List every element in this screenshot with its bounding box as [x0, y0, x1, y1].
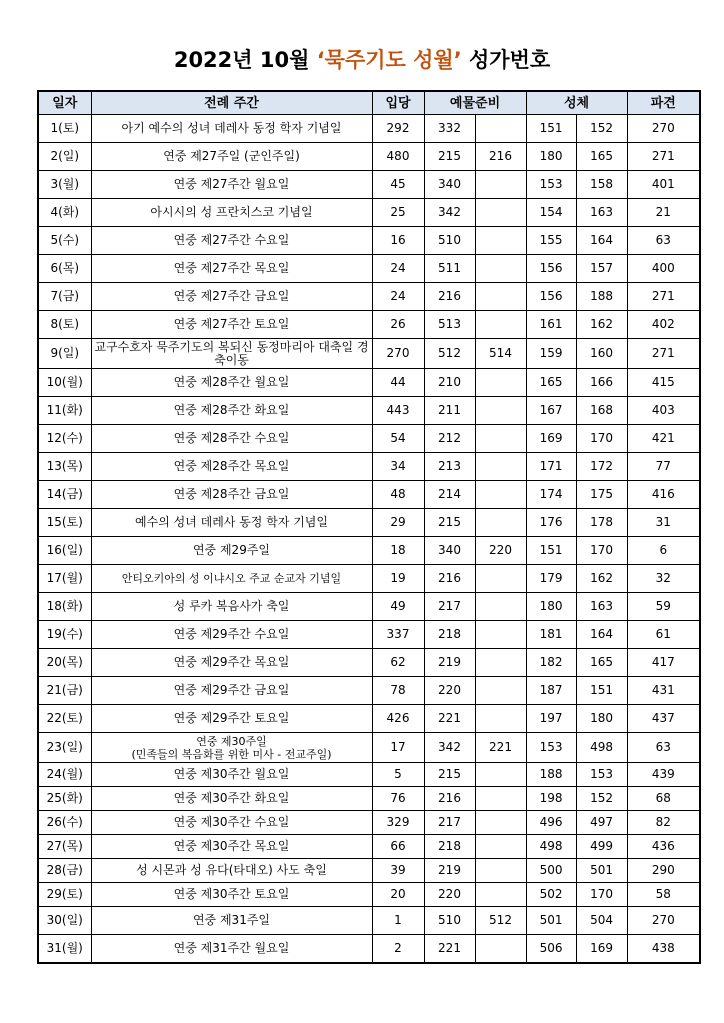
cell-offertory-2	[475, 255, 526, 283]
table-row	[38, 859, 700, 883]
cell-dismissal: 6	[627, 537, 700, 565]
cell-entrance: 5	[372, 763, 424, 787]
cell-entrance: 20	[372, 883, 424, 907]
table-row	[38, 311, 700, 339]
cell-offertory-1: 216	[424, 283, 475, 311]
cell-liturgy: 연중 제29주간 목요일	[91, 649, 372, 677]
cell-liturgy: 예수의 성녀 데레사 동정 학자 기념일	[91, 509, 372, 537]
cell-entrance: 19	[372, 565, 424, 593]
cell-dismissal: 400	[627, 255, 700, 283]
cell-dismissal: 290	[627, 859, 700, 883]
cell-communion-2: 497	[576, 811, 627, 835]
cell-date: 5(수)	[38, 227, 91, 255]
cell-entrance: 17	[372, 733, 424, 763]
table-row	[38, 835, 700, 859]
cell-liturgy: 연중 제27주일 (군인주일)	[91, 143, 372, 171]
cell-entrance: 24	[372, 283, 424, 311]
hymn-number-table	[37, 90, 701, 964]
table-row	[38, 883, 700, 907]
cell-offertory-2	[475, 565, 526, 593]
cell-communion-1: 153	[526, 733, 576, 763]
cell-communion-2: 163	[576, 593, 627, 621]
table-row	[38, 907, 700, 935]
cell-communion-2: 180	[576, 705, 627, 733]
cell-communion-1: 154	[526, 199, 576, 227]
cell-liturgy: 연중 제30주간 화요일	[91, 787, 372, 811]
cell-liturgy: 연중 제29주간 토요일	[91, 705, 372, 733]
cell-liturgy: 안티오키아의 성 이냐시오 주교 순교자 기념일	[91, 565, 372, 593]
header-dismissal: 파견	[627, 91, 700, 115]
cell-dismissal: 21	[627, 199, 700, 227]
cell-communion-1: 197	[526, 705, 576, 733]
cell-communion-1: 165	[526, 369, 576, 397]
cell-offertory-1: 216	[424, 565, 475, 593]
cell-entrance: 270	[372, 339, 424, 369]
title-prefix: 2022년 10월	[173, 48, 317, 72]
table-row	[38, 369, 700, 397]
table-row	[38, 621, 700, 649]
cell-offertory-2	[475, 883, 526, 907]
cell-communion-2: 172	[576, 453, 627, 481]
table-row	[38, 453, 700, 481]
cell-dismissal: 416	[627, 481, 700, 509]
cell-liturgy: 연중 제27주간 월요일	[91, 171, 372, 199]
cell-offertory-2	[475, 283, 526, 311]
cell-entrance: 426	[372, 705, 424, 733]
cell-communion-1: 161	[526, 311, 576, 339]
cell-communion-2: 175	[576, 481, 627, 509]
cell-entrance: 25	[372, 199, 424, 227]
cell-offertory-1: 510	[424, 907, 475, 935]
table-row	[38, 397, 700, 425]
cell-entrance: 62	[372, 649, 424, 677]
table-row	[38, 255, 700, 283]
cell-offertory-2	[475, 677, 526, 705]
cell-entrance: 34	[372, 453, 424, 481]
cell-date: 14(금)	[38, 481, 91, 509]
cell-entrance: 337	[372, 621, 424, 649]
cell-dismissal: 271	[627, 283, 700, 311]
cell-offertory-2	[475, 935, 526, 963]
cell-dismissal: 271	[627, 339, 700, 369]
cell-date: 10(월)	[38, 369, 91, 397]
table-header-row	[38, 91, 700, 115]
cell-liturgy: 연중 제28주간 목요일	[91, 453, 372, 481]
header-entrance: 입당	[372, 91, 424, 115]
cell-offertory-2	[475, 369, 526, 397]
cell-dismissal: 32	[627, 565, 700, 593]
cell-dismissal: 401	[627, 171, 700, 199]
cell-communion-1: 187	[526, 677, 576, 705]
cell-offertory-2	[475, 787, 526, 811]
cell-offertory-2	[475, 621, 526, 649]
cell-communion-2: 164	[576, 621, 627, 649]
cell-date: 1(토)	[38, 115, 91, 143]
cell-offertory-2	[475, 227, 526, 255]
cell-offertory-2	[475, 811, 526, 835]
cell-communion-2: 168	[576, 397, 627, 425]
cell-communion-1: 181	[526, 621, 576, 649]
cell-offertory-2: 221	[475, 733, 526, 763]
cell-date: 7(금)	[38, 283, 91, 311]
cell-liturgy: 연중 제30주일 (민족들의 복음화를 위한 미사 - 전교주일)	[91, 733, 372, 763]
cell-communion-2: 498	[576, 733, 627, 763]
cell-date: 26(수)	[38, 811, 91, 835]
cell-offertory-1: 215	[424, 509, 475, 537]
cell-dismissal: 436	[627, 835, 700, 859]
cell-entrance: 2	[372, 935, 424, 963]
cell-offertory-2	[475, 859, 526, 883]
title-suffix: 성가번호	[461, 48, 551, 72]
table-row	[38, 481, 700, 509]
cell-offertory-1: 342	[424, 199, 475, 227]
cell-offertory-2	[475, 453, 526, 481]
cell-communion-1: 501	[526, 907, 576, 935]
cell-communion-1: 502	[526, 883, 576, 907]
cell-communion-1: 159	[526, 339, 576, 369]
title-highlight: ‘묵주기도 성월’	[316, 48, 462, 72]
cell-liturgy: 연중 제30주간 목요일	[91, 835, 372, 859]
cell-dismissal: 403	[627, 397, 700, 425]
cell-date: 6(목)	[38, 255, 91, 283]
cell-offertory-2: 512	[475, 907, 526, 935]
cell-entrance: 443	[372, 397, 424, 425]
cell-communion-1: 151	[526, 115, 576, 143]
cell-dismissal: 271	[627, 143, 700, 171]
cell-dismissal: 270	[627, 115, 700, 143]
cell-date: 17(월)	[38, 565, 91, 593]
cell-communion-1: 153	[526, 171, 576, 199]
cell-dismissal: 438	[627, 935, 700, 963]
cell-date: 24(월)	[38, 763, 91, 787]
cell-offertory-1: 219	[424, 649, 475, 677]
cell-offertory-1: 212	[424, 425, 475, 453]
cell-offertory-1: 342	[424, 733, 475, 763]
table-row	[38, 171, 700, 199]
cell-dismissal: 68	[627, 787, 700, 811]
page-title	[0, 44, 724, 74]
cell-communion-1: 188	[526, 763, 576, 787]
cell-liturgy: 아기 예수의 성녀 데레사 동정 학자 기념일	[91, 115, 372, 143]
cell-offertory-1: 213	[424, 453, 475, 481]
cell-communion-1: 167	[526, 397, 576, 425]
cell-communion-1: 169	[526, 425, 576, 453]
cell-offertory-1: 215	[424, 143, 475, 171]
cell-offertory-1: 510	[424, 227, 475, 255]
cell-communion-1: 155	[526, 227, 576, 255]
cell-entrance: 54	[372, 425, 424, 453]
cell-offertory-1: 217	[424, 593, 475, 621]
cell-communion-2: 165	[576, 143, 627, 171]
cell-offertory-1: 217	[424, 811, 475, 835]
cell-dismissal: 82	[627, 811, 700, 835]
cell-communion-2: 164	[576, 227, 627, 255]
cell-entrance: 18	[372, 537, 424, 565]
cell-liturgy: 연중 제29주일	[91, 537, 372, 565]
cell-entrance: 329	[372, 811, 424, 835]
cell-liturgy: 연중 제27주간 토요일	[91, 311, 372, 339]
cell-offertory-1: 511	[424, 255, 475, 283]
cell-date: 12(수)	[38, 425, 91, 453]
cell-entrance: 76	[372, 787, 424, 811]
cell-liturgy: 연중 제30주간 수요일	[91, 811, 372, 835]
table-body	[38, 115, 700, 963]
cell-communion-2: 165	[576, 649, 627, 677]
cell-date: 19(수)	[38, 621, 91, 649]
cell-communion-2: 188	[576, 283, 627, 311]
table-row	[38, 705, 700, 733]
table-row	[38, 593, 700, 621]
cell-dismissal: 437	[627, 705, 700, 733]
cell-offertory-2	[475, 649, 526, 677]
cell-dismissal: 402	[627, 311, 700, 339]
cell-liturgy: 연중 제27주간 목요일	[91, 255, 372, 283]
cell-communion-2: 169	[576, 935, 627, 963]
header-date: 일자	[38, 91, 91, 115]
cell-communion-2: 152	[576, 787, 627, 811]
table-row	[38, 811, 700, 835]
cell-date: 9(일)	[38, 339, 91, 369]
cell-offertory-1: 215	[424, 763, 475, 787]
header-offertory: 예물준비	[424, 91, 526, 115]
cell-communion-2: 166	[576, 369, 627, 397]
cell-liturgy: 교구수호자 묵주기도의 복되신 동정마리아 대축일 경축이동	[91, 339, 372, 369]
cell-offertory-2: 216	[475, 143, 526, 171]
cell-entrance: 66	[372, 835, 424, 859]
cell-date: 27(목)	[38, 835, 91, 859]
cell-entrance: 16	[372, 227, 424, 255]
cell-entrance: 49	[372, 593, 424, 621]
cell-liturgy: 연중 제27주간 수요일	[91, 227, 372, 255]
cell-date: 4(화)	[38, 199, 91, 227]
cell-offertory-1: 220	[424, 883, 475, 907]
cell-date: 28(금)	[38, 859, 91, 883]
cell-date: 23(일)	[38, 733, 91, 763]
cell-entrance: 48	[372, 481, 424, 509]
cell-communion-2: 162	[576, 565, 627, 593]
table-row	[38, 227, 700, 255]
cell-communion-2: 170	[576, 537, 627, 565]
cell-liturgy: 연중 제27주간 금요일	[91, 283, 372, 311]
cell-offertory-1: 219	[424, 859, 475, 883]
cell-communion-1: 496	[526, 811, 576, 835]
cell-offertory-1: 210	[424, 369, 475, 397]
cell-communion-1: 156	[526, 255, 576, 283]
table-row	[38, 283, 700, 311]
cell-communion-1: 176	[526, 509, 576, 537]
table-row	[38, 649, 700, 677]
cell-dismissal: 63	[627, 227, 700, 255]
cell-communion-1: 180	[526, 143, 576, 171]
cell-communion-2: 162	[576, 311, 627, 339]
cell-communion-1: 198	[526, 787, 576, 811]
cell-offertory-2	[475, 171, 526, 199]
cell-communion-2: 178	[576, 509, 627, 537]
cell-offertory-2	[475, 115, 526, 143]
table-row	[38, 199, 700, 227]
cell-entrance: 292	[372, 115, 424, 143]
cell-communion-2: 170	[576, 883, 627, 907]
cell-offertory-1: 220	[424, 677, 475, 705]
cell-offertory-1: 512	[424, 339, 475, 369]
cell-offertory-2: 220	[475, 537, 526, 565]
cell-entrance: 45	[372, 171, 424, 199]
cell-liturgy: 연중 제28주간 월요일	[91, 369, 372, 397]
header-communion: 성체	[526, 91, 627, 115]
cell-offertory-1: 216	[424, 787, 475, 811]
table-row	[38, 733, 700, 763]
cell-offertory-1: 221	[424, 705, 475, 733]
cell-dismissal: 77	[627, 453, 700, 481]
cell-offertory-2: 514	[475, 339, 526, 369]
table-row	[38, 763, 700, 787]
cell-communion-2: 170	[576, 425, 627, 453]
cell-offertory-2	[475, 481, 526, 509]
cell-communion-2: 160	[576, 339, 627, 369]
cell-communion-2: 157	[576, 255, 627, 283]
cell-dismissal: 59	[627, 593, 700, 621]
cell-communion-1: 171	[526, 453, 576, 481]
cell-dismissal: 417	[627, 649, 700, 677]
cell-date: 15(토)	[38, 509, 91, 537]
cell-offertory-1: 221	[424, 935, 475, 963]
cell-offertory-2	[475, 311, 526, 339]
cell-date: 22(토)	[38, 705, 91, 733]
table-row	[38, 677, 700, 705]
cell-date: 25(화)	[38, 787, 91, 811]
cell-communion-2: 501	[576, 859, 627, 883]
cell-liturgy: 연중 제30주간 월요일	[91, 763, 372, 787]
cell-dismissal: 431	[627, 677, 700, 705]
cell-entrance: 26	[372, 311, 424, 339]
cell-liturgy: 성 루카 복음사가 축일	[91, 593, 372, 621]
cell-entrance: 39	[372, 859, 424, 883]
cell-communion-1: 506	[526, 935, 576, 963]
cell-entrance: 29	[372, 509, 424, 537]
header-liturgy: 전례 주간	[91, 91, 372, 115]
cell-date: 29(토)	[38, 883, 91, 907]
cell-communion-2: 499	[576, 835, 627, 859]
cell-date: 8(토)	[38, 311, 91, 339]
cell-dismissal: 63	[627, 733, 700, 763]
cell-offertory-2	[475, 397, 526, 425]
cell-communion-1: 180	[526, 593, 576, 621]
table-row	[38, 509, 700, 537]
cell-dismissal: 58	[627, 883, 700, 907]
cell-communion-1: 151	[526, 537, 576, 565]
cell-dismissal: 31	[627, 509, 700, 537]
table-row	[38, 935, 700, 963]
table-row	[38, 537, 700, 565]
cell-date: 21(금)	[38, 677, 91, 705]
cell-offertory-2	[475, 593, 526, 621]
cell-offertory-1: 340	[424, 171, 475, 199]
cell-liturgy: 연중 제30주간 토요일	[91, 883, 372, 907]
table-row	[38, 425, 700, 453]
cell-offertory-2	[475, 835, 526, 859]
cell-offertory-1: 211	[424, 397, 475, 425]
cell-date: 13(목)	[38, 453, 91, 481]
table-row	[38, 115, 700, 143]
cell-communion-2: 163	[576, 199, 627, 227]
table-row	[38, 787, 700, 811]
cell-offertory-2	[475, 705, 526, 733]
cell-communion-2: 504	[576, 907, 627, 935]
cell-liturgy: 연중 제31주일	[91, 907, 372, 935]
cell-communion-2: 151	[576, 677, 627, 705]
cell-offertory-1: 218	[424, 835, 475, 859]
cell-communion-1: 498	[526, 835, 576, 859]
cell-communion-1: 174	[526, 481, 576, 509]
table-row	[38, 143, 700, 171]
cell-offertory-2	[475, 763, 526, 787]
cell-liturgy: 성 시몬과 성 유다(타대오) 사도 축일	[91, 859, 372, 883]
cell-offertory-1: 214	[424, 481, 475, 509]
cell-offertory-2	[475, 509, 526, 537]
cell-liturgy: 연중 제28주간 수요일	[91, 425, 372, 453]
cell-date: 18(화)	[38, 593, 91, 621]
cell-liturgy: 아시시의 성 프란치스코 기념일	[91, 199, 372, 227]
cell-entrance: 1	[372, 907, 424, 935]
cell-dismissal: 415	[627, 369, 700, 397]
cell-date: 2(일)	[38, 143, 91, 171]
cell-offertory-1: 332	[424, 115, 475, 143]
cell-entrance: 44	[372, 369, 424, 397]
cell-date: 30(일)	[38, 907, 91, 935]
cell-offertory-2	[475, 425, 526, 453]
cell-dismissal: 421	[627, 425, 700, 453]
cell-liturgy: 연중 제29주간 금요일	[91, 677, 372, 705]
cell-dismissal: 61	[627, 621, 700, 649]
cell-date: 3(월)	[38, 171, 91, 199]
cell-offertory-2	[475, 199, 526, 227]
cell-communion-1: 179	[526, 565, 576, 593]
cell-offertory-1: 513	[424, 311, 475, 339]
cell-entrance: 78	[372, 677, 424, 705]
cell-communion-1: 500	[526, 859, 576, 883]
cell-entrance: 24	[372, 255, 424, 283]
cell-offertory-1: 340	[424, 537, 475, 565]
cell-liturgy: 연중 제28주간 금요일	[91, 481, 372, 509]
cell-communion-1: 156	[526, 283, 576, 311]
cell-communion-2: 152	[576, 115, 627, 143]
cell-offertory-1: 218	[424, 621, 475, 649]
cell-dismissal: 270	[627, 907, 700, 935]
cell-liturgy: 연중 제31주간 월요일	[91, 935, 372, 963]
cell-dismissal: 439	[627, 763, 700, 787]
cell-entrance: 480	[372, 143, 424, 171]
cell-date: 16(일)	[38, 537, 91, 565]
cell-date: 11(화)	[38, 397, 91, 425]
table-row	[38, 339, 700, 369]
cell-liturgy: 연중 제29주간 수요일	[91, 621, 372, 649]
cell-liturgy: 연중 제28주간 화요일	[91, 397, 372, 425]
cell-communion-2: 153	[576, 763, 627, 787]
cell-communion-1: 182	[526, 649, 576, 677]
cell-communion-2: 158	[576, 171, 627, 199]
cell-date: 31(월)	[38, 935, 91, 963]
cell-date: 20(목)	[38, 649, 91, 677]
table-row	[38, 565, 700, 593]
